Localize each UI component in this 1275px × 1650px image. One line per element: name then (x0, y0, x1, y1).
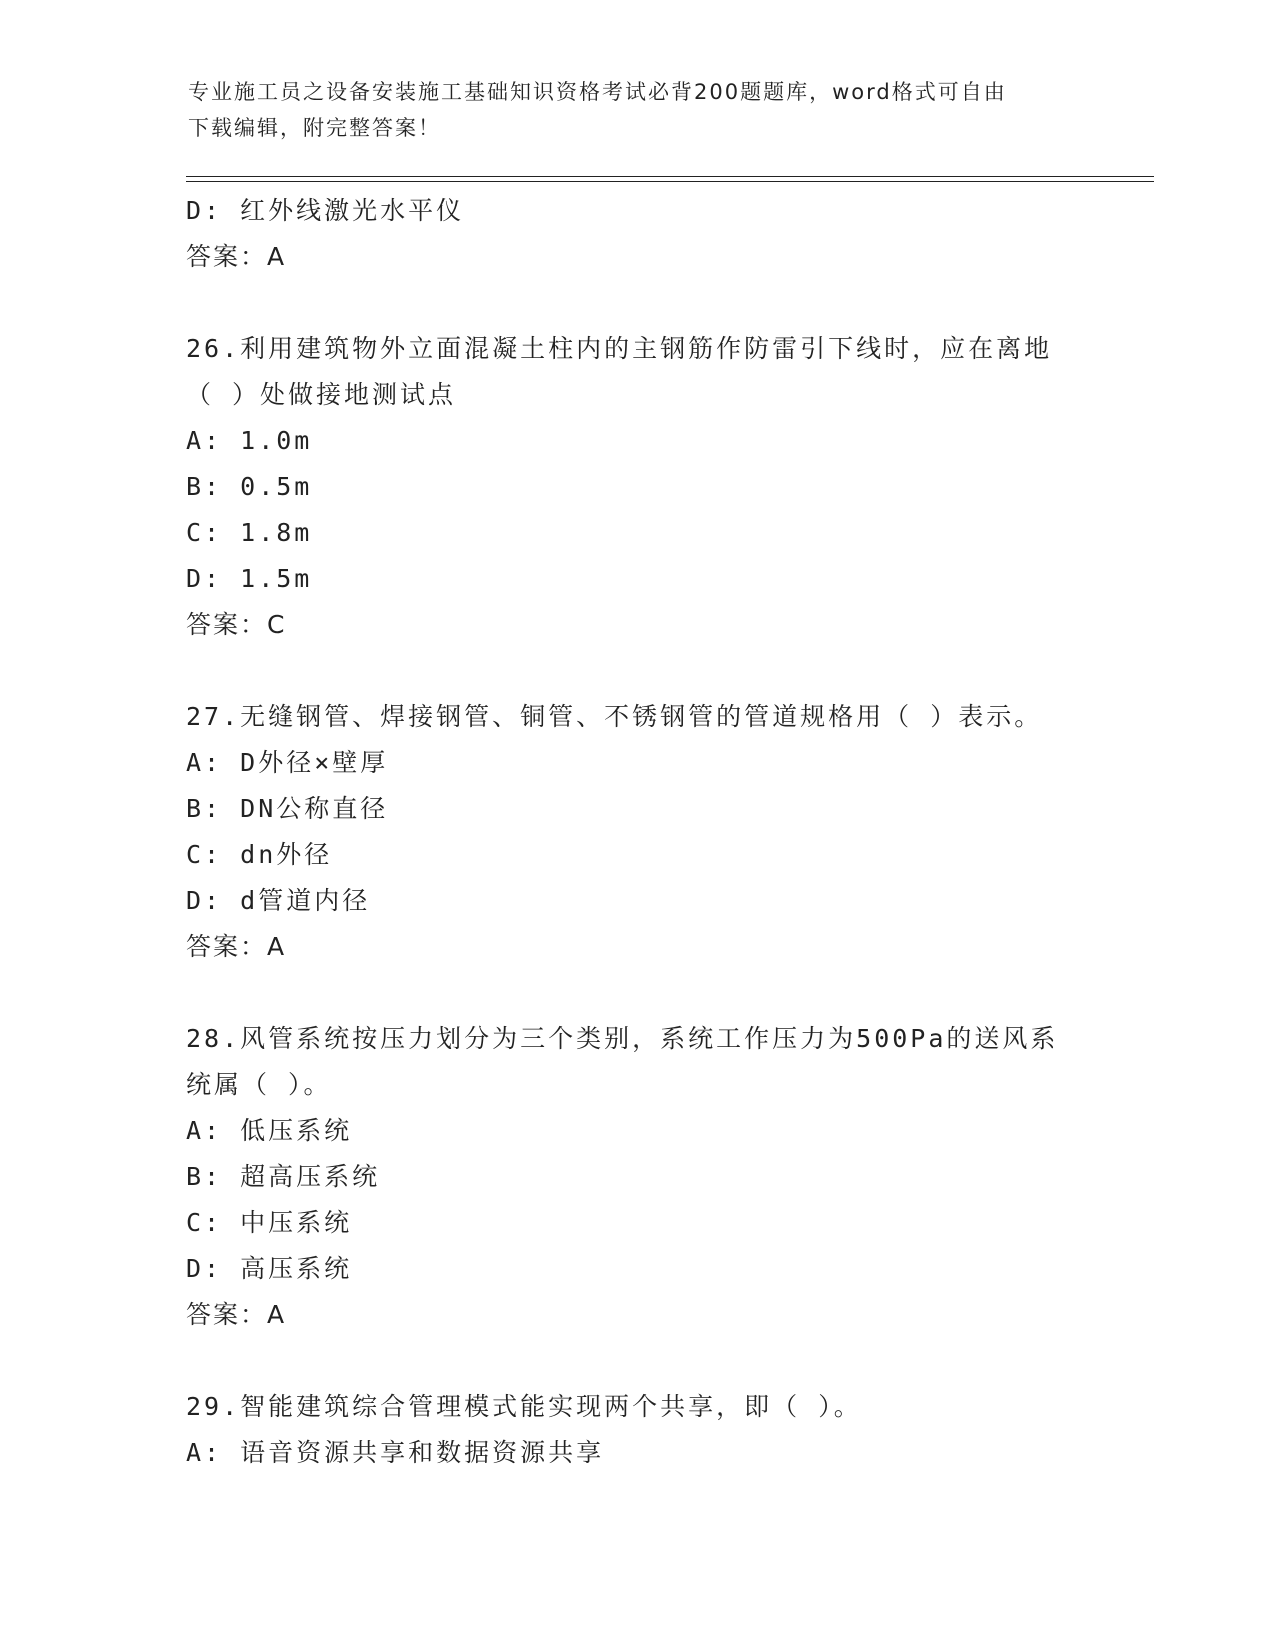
question-list (186, 188, 1086, 1476)
question-stem: 26.利用建筑物外立面混凝土柱内的主钢筋作防雷引下线时，应在离地 (186, 334, 1053, 363)
question-stem-continued: 统属（ ）。 (186, 1070, 332, 1099)
option-a: A: 语音资源共享和数据资源共享 (186, 1438, 605, 1467)
header-line-2: 下载编辑，附完整答案！ (188, 116, 441, 140)
question-29 (186, 1384, 1086, 1476)
spacer (186, 970, 1086, 1016)
question-stem: 28.风管系统按压力划分为三个类别，系统工作压力为500Pa的送风系 (186, 1024, 1059, 1053)
spacer (186, 280, 1086, 326)
spacer (186, 648, 1086, 694)
question-stem: 29.智能建筑综合管理模式能实现两个共享，即（ ）。 (186, 1392, 862, 1421)
spacer (186, 1338, 1086, 1384)
answer-line: 答案：C (186, 610, 287, 639)
option-d: D: d管道内径 (186, 886, 371, 915)
option-a: A: D外径×壁厚 (186, 748, 389, 777)
option-c: C: dn外径 (186, 840, 333, 869)
question-26 (186, 326, 1086, 648)
option-a: A: 1.0m (186, 426, 313, 455)
question-28 (186, 1016, 1086, 1338)
option-b: B: DN公称直径 (186, 794, 389, 823)
option-b: B: 超高压系统 (186, 1162, 381, 1191)
answer-line: 答案：A (186, 932, 287, 961)
document-header (188, 74, 1068, 146)
option-c: C: 1.8m (186, 518, 313, 547)
option-d: D: 红外线激光水平仪 (186, 196, 465, 225)
header-line-1: 专业施工员之设备安装施工基础知识资格考试必背200题题库，word格式可自由 (188, 80, 1007, 104)
header-divider-bottom (186, 181, 1154, 182)
header-divider-top (186, 176, 1154, 177)
option-a: A: 低压系统 (186, 1116, 353, 1145)
option-b: B: 0.5m (186, 472, 313, 501)
question-stem: 27.无缝钢管、焊接钢管、铜管、不锈钢管的管道规格用（ ）表示。 (186, 702, 1043, 731)
question-stem-continued: （ ）处做接地测试点 (186, 380, 457, 409)
question-25-tail (186, 188, 1086, 280)
option-c: C: 中压系统 (186, 1208, 353, 1237)
answer-line: 答案：A (186, 242, 287, 271)
question-27 (186, 694, 1086, 970)
answer-line: 答案：A (186, 1300, 287, 1329)
option-d: D: 1.5m (186, 564, 313, 593)
option-d: D: 高压系统 (186, 1254, 353, 1283)
